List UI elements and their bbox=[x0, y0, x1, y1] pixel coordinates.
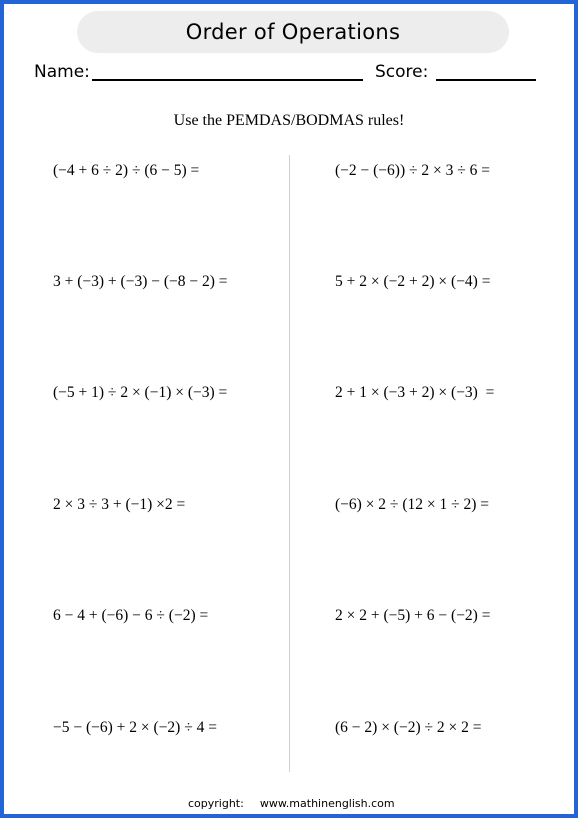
copyright-footer bbox=[188, 797, 395, 810]
score-answer-line[interactable] bbox=[436, 79, 536, 81]
problem-right-5: 2 × 2 + (−5) + 6 − (−2) = bbox=[335, 607, 491, 624]
problem-left-2: 3 + (−3) + (−3) − (−8 − 2) = bbox=[53, 273, 228, 290]
copyright-url[interactable]: www.mathinenglish.com bbox=[259, 797, 395, 810]
problem-right-1: (−2 − (−6)) ÷ 2 × 3 ÷ 6 = bbox=[335, 162, 490, 179]
problem-left-1: (−4 + 6 ÷ 2) ÷ (6 − 5) = bbox=[53, 162, 200, 179]
column-divider bbox=[289, 155, 290, 772]
name-label: Name: bbox=[34, 62, 90, 82]
copyright-label: copyright: bbox=[188, 797, 244, 810]
instruction-text: Use the PEMDAS/BODMAS rules! bbox=[173, 112, 405, 129]
problem-left-6: −5 − (−6) + 2 × (−2) ÷ 4 = bbox=[53, 719, 217, 736]
problem-left-4: 2 × 3 ÷ 3 + (−1) ×2 = bbox=[53, 496, 186, 513]
name-answer-line[interactable] bbox=[92, 79, 363, 81]
problem-left-5: 6 − 4 + (−6) − 6 ÷ (−2) = bbox=[53, 607, 209, 624]
problem-right-2: 5 + 2 × (−2 + 2) × (−4) = bbox=[335, 273, 491, 290]
worksheet-title: Order of Operations bbox=[77, 11, 509, 53]
problem-right-4: (−6) × 2 ÷ (12 × 1 ÷ 2) = bbox=[335, 496, 490, 513]
problem-left-3: (−5 + 1) ÷ 2 × (−1) × (−3) = bbox=[53, 384, 228, 401]
problem-right-6: (6 − 2) × (−2) ÷ 2 × 2 = bbox=[335, 719, 482, 736]
score-label: Score: bbox=[375, 62, 429, 82]
problem-right-3: 2 + 1 × (−3 + 2) × (−3) = bbox=[335, 384, 495, 401]
